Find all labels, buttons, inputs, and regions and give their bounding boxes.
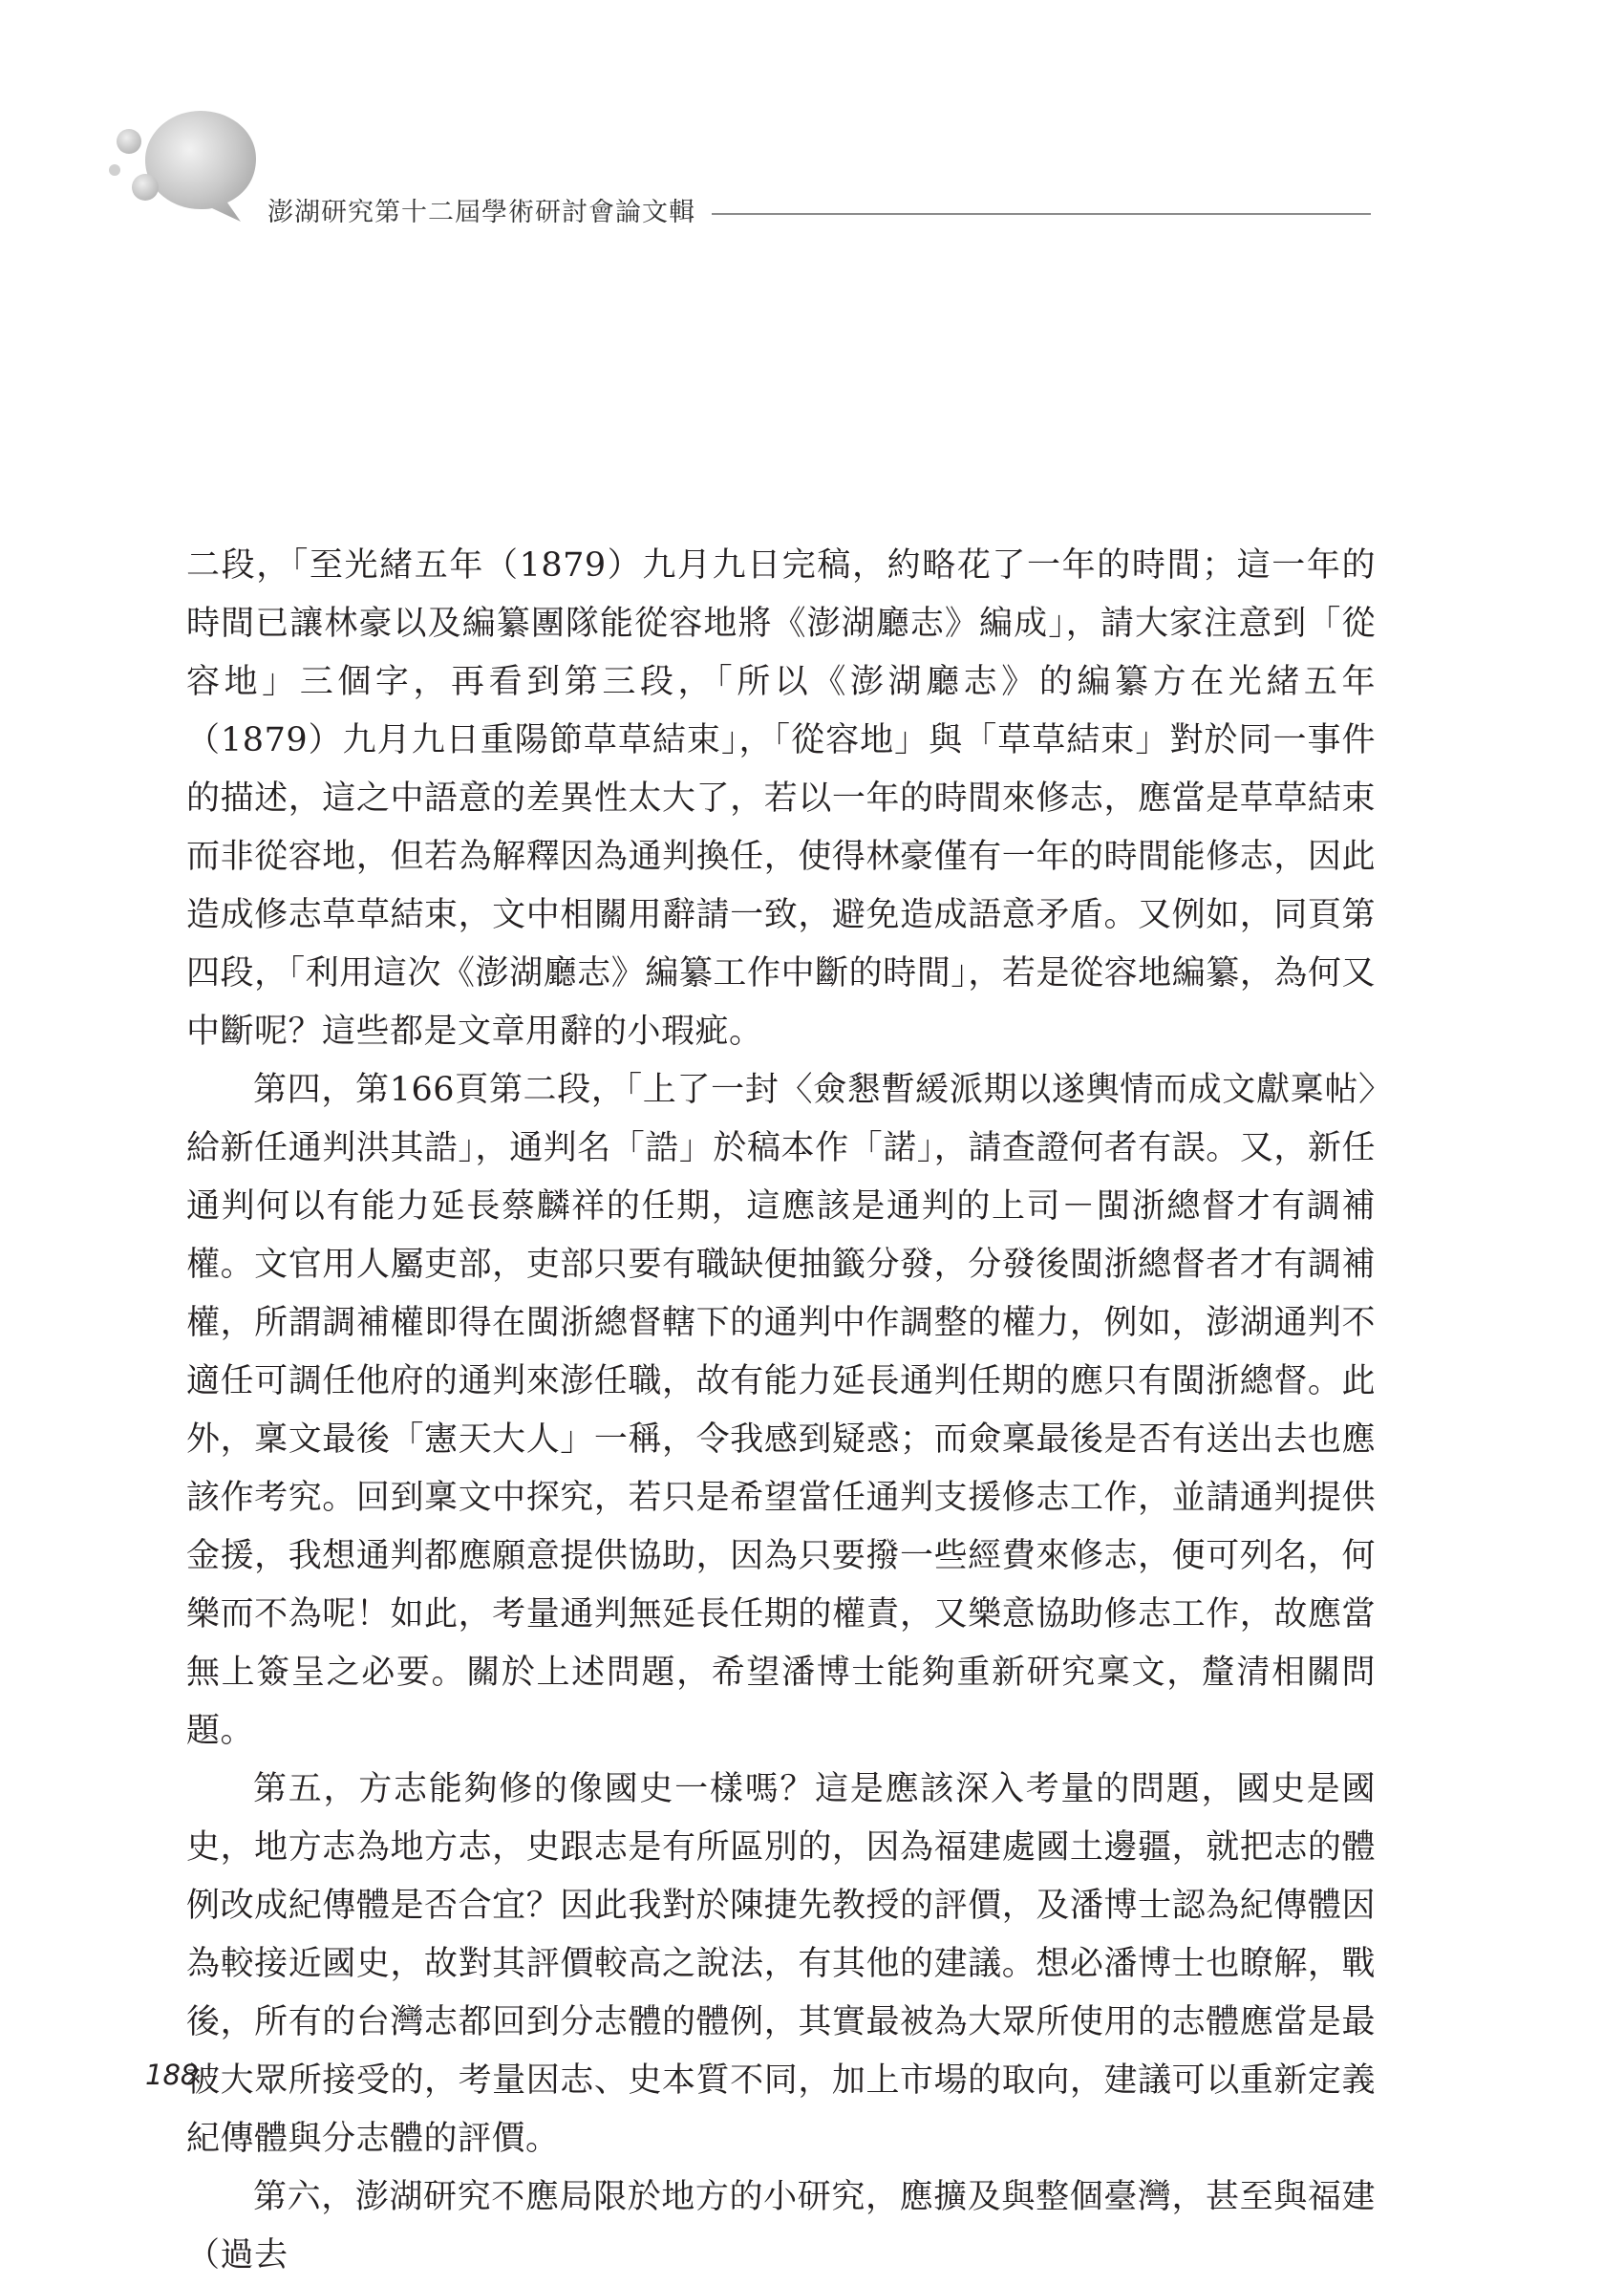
page-number: 188 [145,2059,199,2091]
body-text [186,537,1376,2285]
paragraph-2: 第四，第166頁第二段，「上了一封〈僉懇暫緩派期以遂輿情而成文獻稟帖〉給新任通判洪其誥」，通判名「誥」於稿本作「諾」，請查證何者有誤。又，新任通判何以有能力延長蔡麟祥的任期，這應該是通判的上司－閩浙總督才有調補權。文官用人屬吏部，吏部只要有職缺便抽籤分發，分發後閩浙總督者才有調補權，所謂調補權即得在閩浙總督轄下的通判中作調整的權力，例如，澎湖通判不適任可調任他府的通判來澎任職，故有能力延長通判任期的應只有閩浙總督。此外，稟文最後「憲天大人」一稱，令我感到疑惑；而僉稟最後是否有送出去也應該作考究。回到稟文中探究，若只是希望當任通判支援修志工作，並請通判提供金援，我想通判都應願意提供協助，因為只要撥一些經費來修志，便可列名，何樂而不為呢！如此，考量通判無延長任期的權責，又樂意協助修志工作，故應當無上簽呈之必要。關於上述問題，希望潘博士能夠重新研究稟文，釐清相關問題。 [186,1071,1376,1750]
paragraph-4: 第六，澎湖研究不應局限於地方的小研究，應擴及與整個臺灣，甚至與福建（過去 [186,2178,1376,2274]
running-header-title: 澎湖研究第十二屆學術研討會論文輯 [267,198,695,227]
paragraph-1: 二段，「至光緒五年（1879）九月九日完稿，約略花了一年的時間；這一年的時間已讓林豪以及編纂團隊能從容地將《澎湖廳志》編成」，請大家注意到「從容地」三個字，再看到第三段，「所以《澎湖廳志》的編纂方在光緒五年（1879）九月九日重陽節草草結束」，「從容地」與「草草結束」對於同一事件的描述，這之中語意的差異性太大了，若以一年的時間來修志，應當是草草結束而非從容地，但若為解釋因為通判換任，使得林豪僅有一年的時間能修志，因此造成修志草草結束，文中相關用辭請一致，避免造成語意矛盾。又例如，同頁第四段，「利用這次《澎湖廳志》編纂工作中斷的時間」，若是從容地編纂，為何又中斷呢？這些都是文章用辭的小瑕疵。 [186,546,1376,1051]
speech-bubble-logo-icon [105,103,267,227]
running-header [0,0,1624,248]
header-divider [712,213,1371,215]
paragraph-3: 第五，方志能夠修的像國史一樣嗎？這是應該深入考量的問題，國史是國史，地方志為地方志，史跟志是有所區別的，因為福建處國土邊疆，就把志的體例改成紀傳體是否合宜？因此我對於陳捷先教授的評價，及潘博士認為紀傳體因為較接近國史，故對其評價較高之說法，有其他的建議。想必潘博士也瞭解，戰後，所有的台灣志都回到分志體的體例，其實最被為大眾所使用的志體應當是最被大眾所接受的，考量因志、史本質不同，加上市場的取向，建議可以重新定義紀傳體與分志體的評價。 [186,1770,1376,2158]
